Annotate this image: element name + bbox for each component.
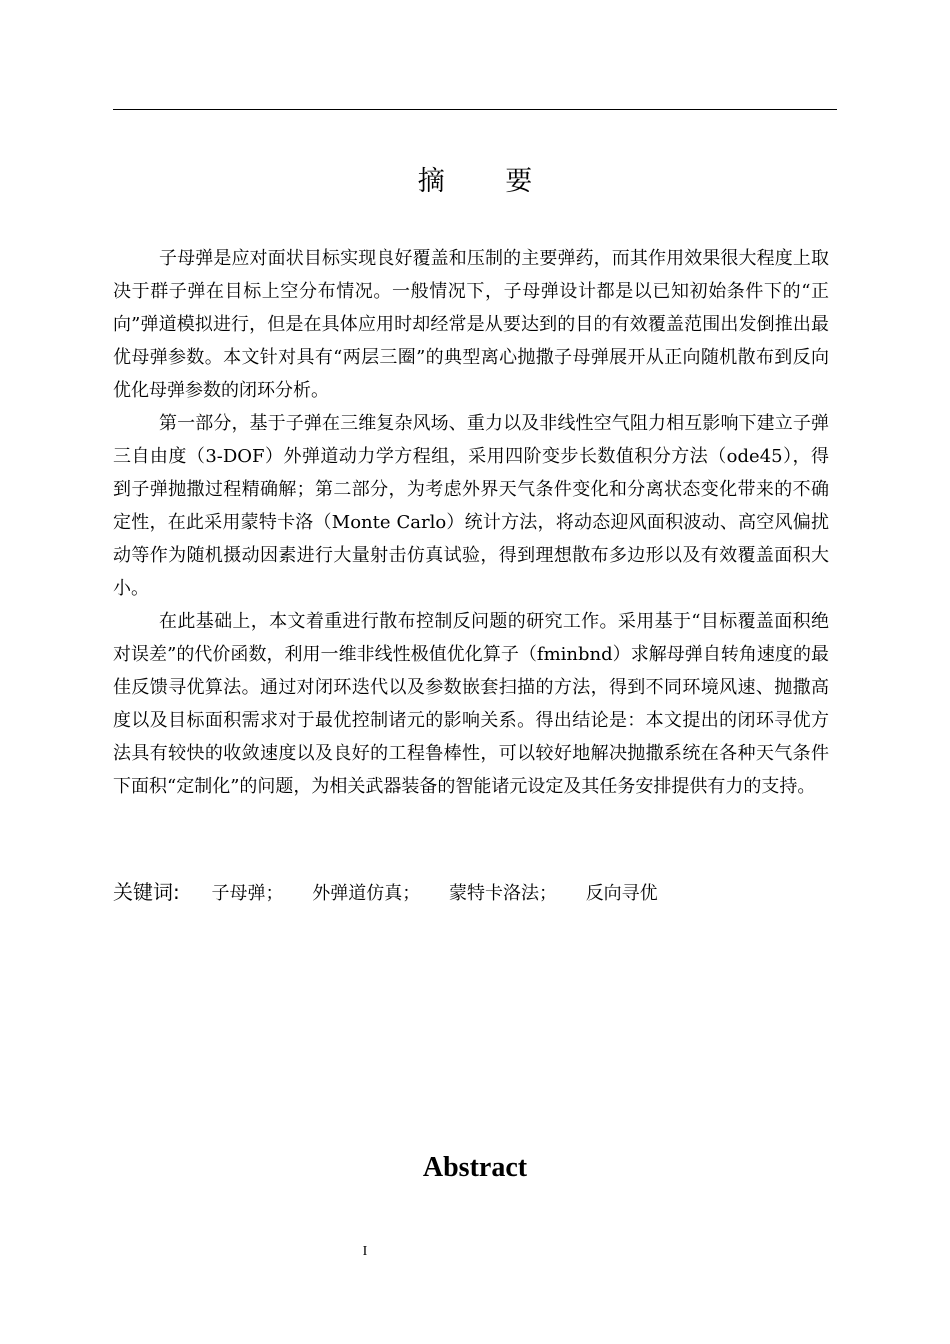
keyword-item: 蒙特卡洛法； xyxy=(448,883,557,904)
abstract-en-title: Abstract xyxy=(422,1152,528,1183)
keywords-line xyxy=(113,876,829,910)
keyword-item: 外弹道仿真； xyxy=(312,883,421,904)
keywords-label: 关键词: xyxy=(113,880,180,904)
page-number: I xyxy=(362,1244,368,1259)
abstract-paragraph-3: 在此基础上，本文着重进行散布控制反问题的研究工作。采用基于“目标覆盖面积绝对误差”的代价函数，利用一维非线性极值优化算子（fminbnd）求解母弹自转角速度的最佳反馈寻优算法。通过对闭环迭代以及参数嵌套扫描的方法，得到不同环境风速、抛撒高度以及目标面积需求对于最优控制诸元的影响关系。得出结论是：本文提出的闭环寻优方法具有较快的收敛速度以及良好的工程鲁棒性，可以较好地解决抛撒系统在各种天气条件下面积“定制化”的问题，为相关武器装备的智能诸元设定及其任务安排提供有力的支持。 xyxy=(113,611,829,797)
abstract-paragraph-1: 子母弹是应对面状目标实现良好覆盖和压制的主要弹药，而其作用效果很大程度上取决于群子弹在目标上空分布情况。一般情况下，子母弹设计都是以已知初始条件下的“正向”弹道模拟进行，但是在具体应用时却经常是从要达到的目的有效覆盖范围出发倒推出最优母弹参数。本文针对具有“两层三圈”的典型离心抛撒子母弹展开从正向随机散布到反向优化母弹参数的闭环分析。 xyxy=(113,248,829,401)
header-rule xyxy=(113,109,837,110)
page-title: 摘 要 xyxy=(417,166,559,197)
abstract-body xyxy=(113,242,829,803)
keyword-item: 反向寻优 xyxy=(585,883,658,904)
keyword-item: 子母弹； xyxy=(211,883,284,904)
abstract-paragraph-2: 第一部分，基于子弹在三维复杂风场、重力以及非线性空气阻力相互影响下建立子弹三自由度（3-DOF）外弹道动力学方程组，采用四阶变步长数值积分方法（ode45），得到子弹抛撒过程精确解；第二部分，为考虑外界天气条件变化和分离状态变化带来的不确定性，在此采用蒙特卡洛（Monte Carlo）统计方法，将动态迎风面积波动、高空风偏扰动等作为随机摄动因素进行大量射击仿真试验，得到理想散布多边形以及有效覆盖面积大小。 xyxy=(113,413,829,599)
